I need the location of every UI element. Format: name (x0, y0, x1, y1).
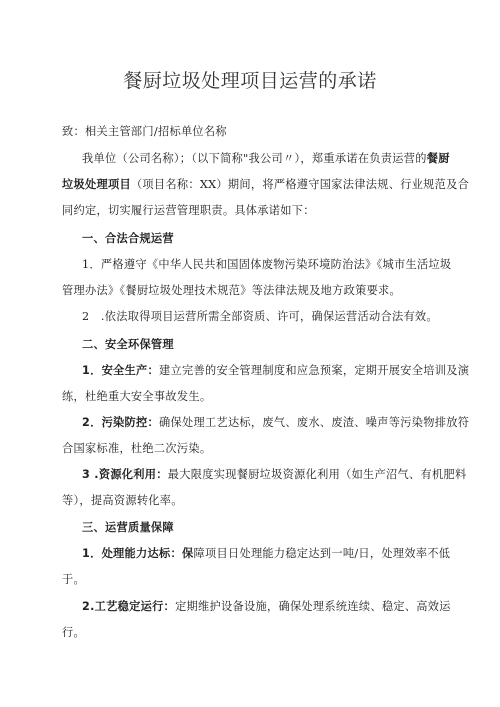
intro-line-3: 同约定，切实履行运营管理职责。具体承诺如下： (62, 204, 315, 217)
section2-item1-text: 建立完善的安全管理制度和应急预案，定期开展安全培训及演 (159, 364, 470, 377)
section2-item3-line2: 等），提高资源转化率。 (62, 494, 183, 507)
section-heading-1: 一、合法合规运营 (82, 232, 174, 245)
section2-item2-line1 (82, 415, 469, 431)
intro-line-1-text: 我单位（公司名称）；（以下简称"我公司〃），郑重承诺在负责运营的 (82, 152, 427, 165)
section3-item1-line1 (82, 546, 450, 562)
section2-item3-label: 3 .资源化利用： (82, 468, 168, 481)
section-heading-2: 二、安全环保管理 (82, 338, 174, 351)
section2-item1-label: 1．安全生产： (82, 364, 160, 377)
section2-item3-line1 (82, 467, 466, 483)
section-heading-3: 三、运营质量保障 (82, 521, 174, 534)
intro-line-2 (62, 177, 469, 193)
section1-item1-line1: 1．严格遵守《中华人民共和国固体废物污染环境防治法》《城市生活垃圾 (82, 258, 452, 271)
section1-item2-line1: 2 .依法取得项目运营所需全部资质、许可，确保运营活动合法有效。 (82, 310, 438, 323)
section3-item2-line1 (82, 599, 451, 615)
section2-item2-line2: 合国家标准，杜绝二次污染。 (62, 442, 212, 455)
section3-item1-label: 1．处理能力达标： (82, 547, 182, 560)
intro-line-2-bold: 垃圾处理项目 (62, 178, 131, 191)
section2-item2-label: 2．污染防控： (82, 416, 160, 429)
section3-item1-line2: 于。 (62, 573, 85, 586)
section3-item1-bold-extra: 保 (182, 547, 194, 560)
section2-item2-text: 确保处理工艺达标，废气、废水、废渣、噪声等污染物排放符 (159, 416, 470, 429)
intro-line-2-text: （项目名称：XX）期间，将严格遵守国家法律法规、行业规范及合 (130, 178, 470, 191)
document-title: 餐厨垃圾处理项目运营的承诺 (123, 70, 377, 92)
section2-item1-line2: 练，杜绝重大安全事故发生。 (62, 390, 212, 403)
addressee-line: 致：相关主管部门/招标单位名称 (62, 125, 227, 138)
section2-item3-text: 最大限度实现餐厨垃圾资源化利用（如生产沼气、有机肥料 (167, 468, 467, 481)
section3-item2-text: 定期维护设备设施，确保处理系统连续、稳定、高效运 (175, 600, 451, 613)
section2-item1-line1 (82, 363, 469, 379)
section3-item1-text: 障项目日处理能力稳定达到一吨/日，处理效率不低 (193, 547, 451, 560)
section1-item1-line2: 管理办法》《餐厨垃圾处理技术规范》等法律法规及地方政策要求。 (62, 284, 402, 297)
intro-line-1 (82, 151, 450, 167)
intro-line-1-bold: 餐厨 (426, 152, 450, 165)
section3-item2-label: 2.工艺稳定运行： (82, 600, 176, 613)
section3-item2-line2: 行。 (62, 626, 85, 639)
